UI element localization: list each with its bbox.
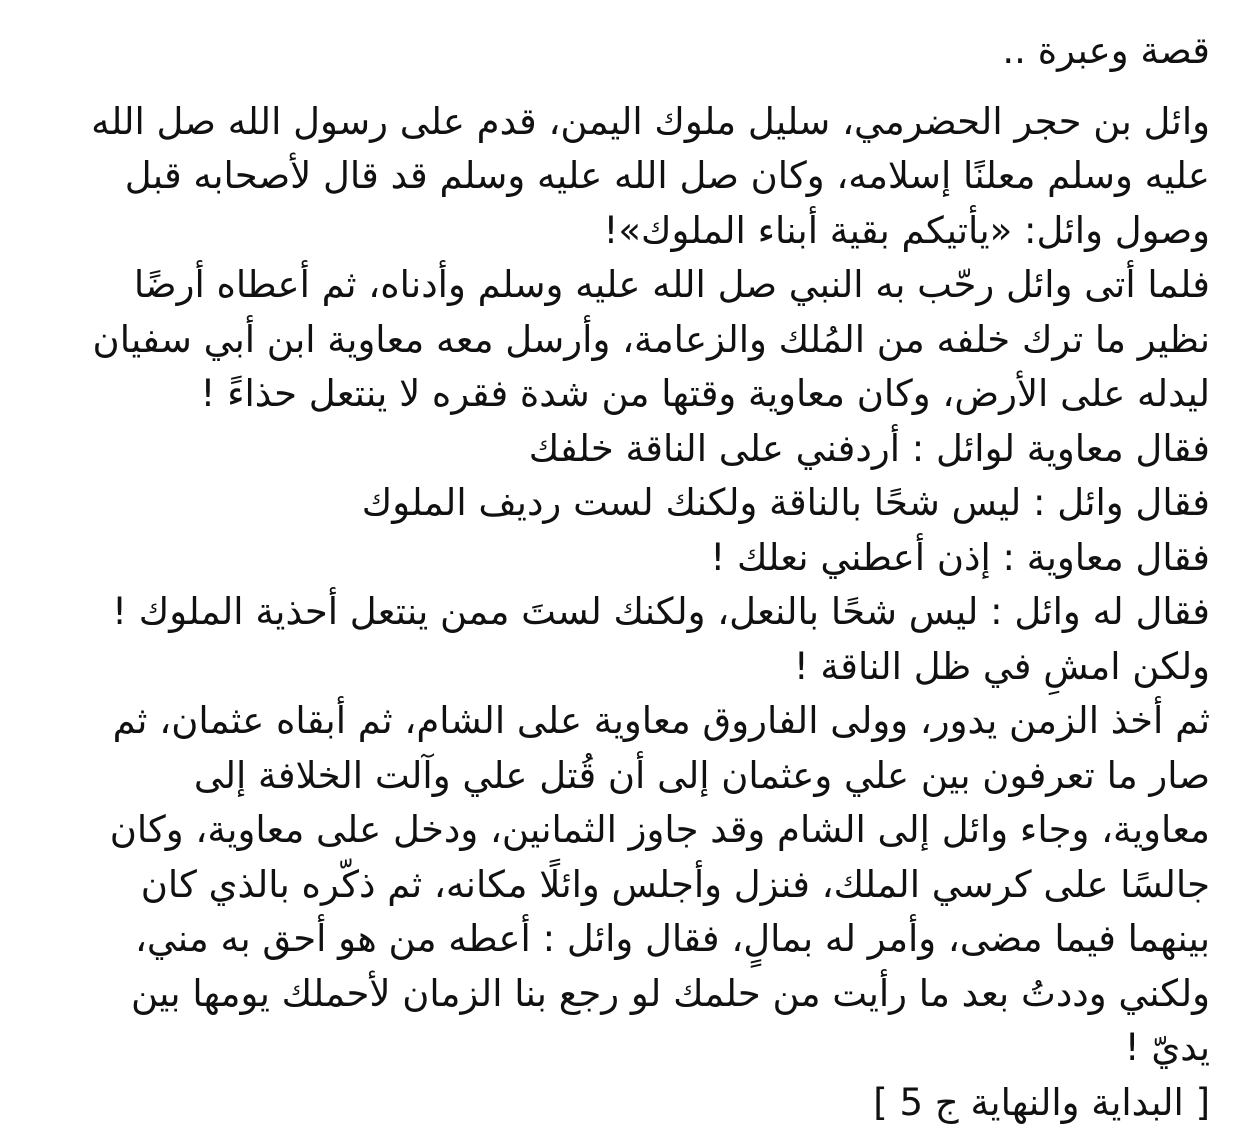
text-line: معاوية، وجاء وائل إلى الشام وقد جاوز الثمانين، ودخل على معاوية، وكان <box>40 803 1210 858</box>
post-text <box>40 24 1210 1130</box>
text-line: يديّ ! <box>40 1021 1210 1076</box>
text-line: صار ما تعرفون بين علي وعثمان إلى أن قُتل علي وآلت الخلافة إلى <box>40 749 1210 804</box>
text-line: فلما أتى وائل رحّب به النبي صل الله عليه وسلم وأدناه، ثم أعطاه أرضًا <box>40 258 1210 313</box>
text-line: نظير ما ترك خلفه من المُلك والزعامة، وأرسل معه معاوية ابن أبي سفيان <box>40 313 1210 368</box>
text-line: ثم أخذ الزمن يدور، وولى الفاروق معاوية على الشام، ثم أبقاه عثمان، ثم <box>40 694 1210 749</box>
source-citation: [ البداية والنهاية ج 5 ] <box>40 1076 1210 1130</box>
title-spacer <box>40 79 1210 95</box>
text-line: ليدله على الأرض، وكان معاوية وقتها من شدة فقره لا ينتعل حذاءً ! <box>40 367 1210 422</box>
text-line: وصول وائل: «يأتيكم بقية أبناء الملوك»! <box>40 204 1210 259</box>
text-line: وائل بن حجر الحضرمي، سليل ملوك اليمن، قدم على رسول الله صل الله <box>40 95 1210 150</box>
post-title: قصة وعبرة .. <box>40 24 1210 79</box>
text-line: عليه وسلم معلنًا إسلامه، وكان صل الله عليه وسلم قد قال لأصحابه قبل <box>40 149 1210 204</box>
post-body <box>40 95 1210 1130</box>
text-line: فقال وائل : ليس شحًا بالناقة ولكنك لست رديف الملوك <box>40 476 1210 531</box>
text-line: ولكني وددتُ بعد ما رأيت من حلمك لو رجع بنا الزمان لأحملك يومها بين <box>40 967 1210 1022</box>
text-line: بينهما فيما مضى، وأمر له بمالٍ، فقال وائل : أعطه من هو أحق به مني، <box>40 912 1210 967</box>
text-line: ولكن امشِ في ظل الناقة ! <box>40 640 1210 695</box>
text-line: فقال معاوية لوائل : أردفني على الناقة خلفك <box>40 422 1210 477</box>
text-line: جالسًا على كرسي الملك، فنزل وأجلس وائلًا مكانه، ثم ذكّره بالذي كان <box>40 858 1210 913</box>
text-line: فقال معاوية : إذن أعطني نعلك ! <box>40 531 1210 586</box>
text-line: فقال له وائل : ليس شحًا بالنعل، ولكنك لستَ ممن ينتعل أحذية الملوك ! <box>40 585 1210 640</box>
